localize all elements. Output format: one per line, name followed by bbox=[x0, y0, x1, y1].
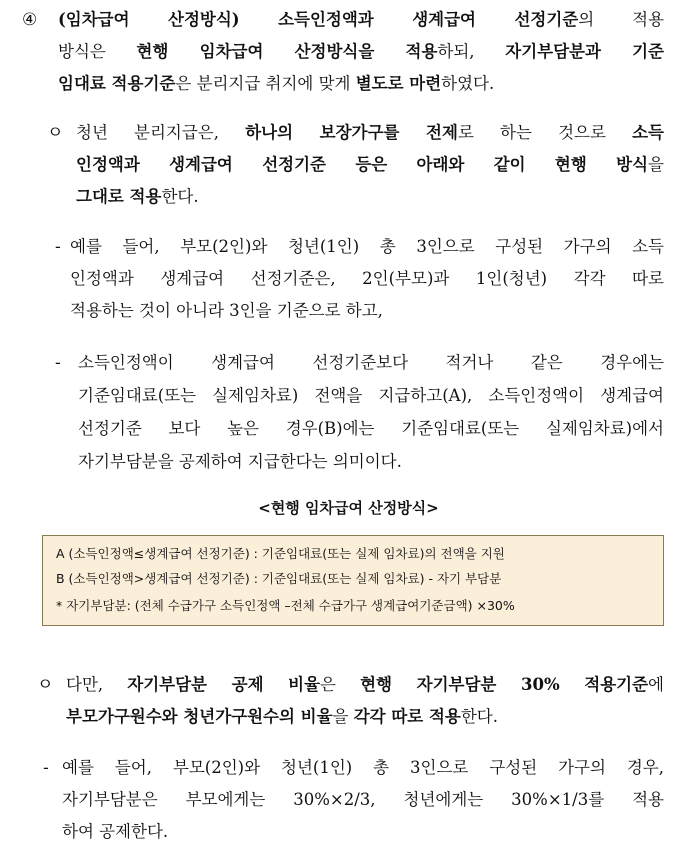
text-run: 자기부담분은 부모에게는 30%×2/3, 청년에게는 30%×1/3를 적용 bbox=[62, 790, 664, 809]
text-line bbox=[62, 789, 664, 811]
text-run: 은 분리지급 취지에 맞게 bbox=[175, 74, 356, 93]
text-line bbox=[76, 154, 664, 176]
bold-text: 인정액과 생계급여 선정기준 등은 아래와 같이 현행 방식 bbox=[76, 155, 649, 174]
text-run: 로 하는 것으로 bbox=[457, 123, 633, 142]
box-line-b: B (소득인정액>생계급여 선정기준) : 기준임대료(또는 실제 임차료) - 자기 부담분 bbox=[56, 571, 502, 586]
paragraph-deduction-example bbox=[62, 757, 664, 847]
text-run: 예를 들어, 부모(2인)와 청년(1인) 총 3인으로 구성된 가구의 소득 bbox=[70, 237, 664, 256]
bold-text: 자기부담분 공제 비율 bbox=[127, 675, 321, 694]
bold-text: 현행 자기부담분 30% 적용기준 bbox=[360, 675, 649, 694]
text-run: 한다. bbox=[161, 187, 199, 206]
box-title: <현행 임차급여 산정방식> bbox=[258, 499, 439, 517]
text-run: 청년 분리지급은, bbox=[76, 123, 246, 142]
text-run: 다만, bbox=[66, 675, 128, 694]
text-run: 한다. bbox=[460, 707, 498, 726]
text-line bbox=[76, 122, 664, 144]
item-number-marker: ④ bbox=[22, 10, 38, 30]
box-line-a: A (소득인정액≤생계급여 선정기준) : 기준임대료(또는 실제 임차료)의 전액을 지원 bbox=[56, 546, 505, 561]
box-line-note: * 자기부담분: (전체 수급가구 소득인정액 –전체 수급가구 생계급여기준금액) ×30% bbox=[56, 598, 515, 613]
text-run: 의 적용 bbox=[578, 10, 665, 29]
text-line bbox=[58, 73, 664, 95]
text-run: 자기부담분을 공제하여 지급한다는 의미이다. bbox=[78, 452, 402, 471]
bold-text: 별도로 마련 bbox=[355, 74, 442, 93]
paragraph-income-vs-standard bbox=[78, 352, 664, 474]
paragraph-deduction-ratio bbox=[66, 674, 664, 730]
text-run: 기준임대료(또는 실제임차료) 전액을 지급하고(A), 소득인정액이 생계급여 bbox=[78, 386, 664, 405]
dash-marker: - bbox=[55, 237, 61, 257]
text-run: 인정액과 생계급여 선정기준은, 2인(부모)과 1인(청년) 각각 따로 bbox=[70, 269, 664, 288]
paragraph-youth-split-payment bbox=[76, 122, 664, 214]
bullet-marker: ㅇ bbox=[47, 123, 64, 143]
text-run: 은 bbox=[320, 675, 361, 694]
text-line bbox=[58, 41, 664, 63]
text-line bbox=[78, 418, 664, 440]
text-run: 예를 들어, 부모(2인)와 청년(1인) 총 3인으로 구성된 가구의 경우, bbox=[62, 758, 664, 777]
bold-text: 임대료 적용기준 bbox=[58, 74, 176, 93]
current-method-box bbox=[42, 535, 664, 626]
bold-text: 하나의 보장가구를 전제 bbox=[245, 123, 458, 142]
text-line bbox=[78, 451, 664, 473]
text-run: 선정기준 보다 높은 경우(B)에는 기준임대료(또는 실제임차료)에서 bbox=[78, 419, 664, 438]
text-line bbox=[66, 674, 664, 696]
text-run: 하여 공제한다. bbox=[62, 822, 169, 841]
bold-text: 현행 임차급여 산정방식을 적용 bbox=[136, 42, 438, 61]
dash-marker: - bbox=[55, 353, 61, 373]
text-run: 을 bbox=[648, 155, 664, 174]
text-line bbox=[78, 352, 664, 374]
bold-text: 소득 bbox=[632, 123, 664, 142]
paragraph-example-household bbox=[70, 236, 664, 328]
bold-text: (임차급여 산정방식) 소득인정액과 생계급여 선정기준 bbox=[58, 10, 579, 29]
bold-text: 그대로 적용 bbox=[76, 187, 162, 206]
text-line bbox=[58, 9, 664, 31]
text-run: 하였다. bbox=[441, 74, 495, 93]
text-line bbox=[78, 385, 664, 407]
bold-text: 자기부담분과 기준 bbox=[505, 42, 664, 61]
bullet-marker: ㅇ bbox=[37, 675, 54, 695]
text-run: 을 bbox=[332, 707, 354, 726]
text-line bbox=[62, 757, 664, 779]
bold-text: 부모가구원수와 청년가구원수의 비율 bbox=[66, 707, 333, 726]
text-line bbox=[76, 186, 664, 208]
text-line bbox=[62, 821, 664, 843]
text-line bbox=[70, 236, 664, 258]
text-run: 적용하는 것이 아니라 3인을 기준으로 하고, bbox=[70, 301, 383, 320]
text-run: 에 bbox=[648, 675, 664, 694]
paragraph-rental-benefit-method bbox=[58, 9, 664, 101]
text-line bbox=[70, 300, 664, 322]
bold-text: 각각 따로 적용 bbox=[353, 707, 461, 726]
dash-marker: - bbox=[43, 758, 49, 778]
text-run: 방식은 bbox=[58, 42, 137, 61]
text-line bbox=[66, 706, 664, 728]
text-run: 하되, bbox=[437, 42, 506, 61]
text-line bbox=[70, 268, 664, 290]
text-run: 소득인정액이 생계급여 선정기준보다 적거나 같은 경우에는 bbox=[78, 353, 664, 372]
